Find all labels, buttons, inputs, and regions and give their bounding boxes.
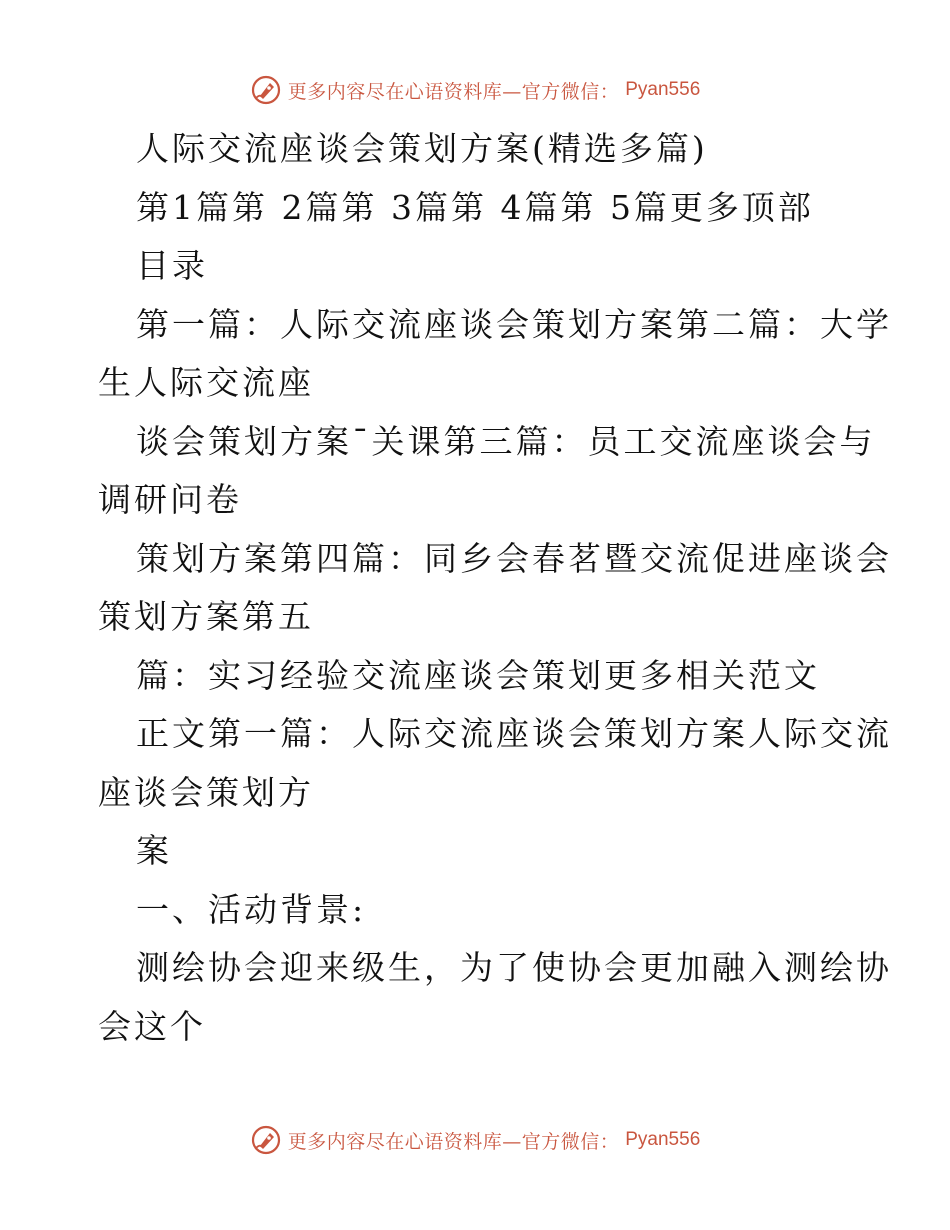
watermark-wechat-id: Pyan556 <box>625 1129 701 1150</box>
footer-watermark <box>0 1122 950 1158</box>
body-paragraph-line: 座谈会策划方 <box>98 772 314 812</box>
body-paragraph-line: 案 <box>136 831 172 870</box>
toc-line: 篇：实习经验交流座谈会策划更多相关范文 <box>136 655 820 695</box>
toc-line: 策划方案第四篇：同乡会春茗暨交流促进座谈会 <box>136 538 892 578</box>
section-heading: 一、活动背景: <box>136 889 367 929</box>
toc-line: 生人际交流座 <box>98 363 314 402</box>
watermark-text: 更多内容尽在心语资料库—官方微信： <box>287 1130 620 1153</box>
toc-heading: 目录 <box>136 246 208 285</box>
body-paragraph-line: 正文第一篇：人际交流座谈会策划方案人际交流 <box>136 714 892 753</box>
document-title: 人际交流座谈会策划方案(精选多篇) <box>136 129 708 168</box>
watermark-wechat-id: Pyan556 <box>625 79 701 100</box>
toc-line: 调研问卷 <box>98 480 242 519</box>
document-body <box>98 120 892 1056</box>
header-watermark <box>0 72 950 108</box>
body-paragraph-line: 测绘协会迎来级生，为了使协会更加融入测绘协 <box>136 948 892 987</box>
pen-nib-logo-icon <box>250 1124 282 1156</box>
chapter-nav-line: 第1篇第 2篇第 3篇第 4篇第 5篇更多顶部 <box>136 187 814 227</box>
pen-nib-logo-icon <box>250 74 282 106</box>
watermark-text: 更多内容尽在心语资料库—官方微信： <box>287 80 620 103</box>
body-paragraph-line: 会这个 <box>98 1006 206 1046</box>
toc-line: 第一篇：人际交流座谈会策划方案第二篇：大学 <box>136 304 892 344</box>
toc-line: 谈会策划方案¯关课第三篇：员工交流座谈会与 <box>136 421 876 461</box>
toc-line: 策划方案第五 <box>98 597 314 636</box>
